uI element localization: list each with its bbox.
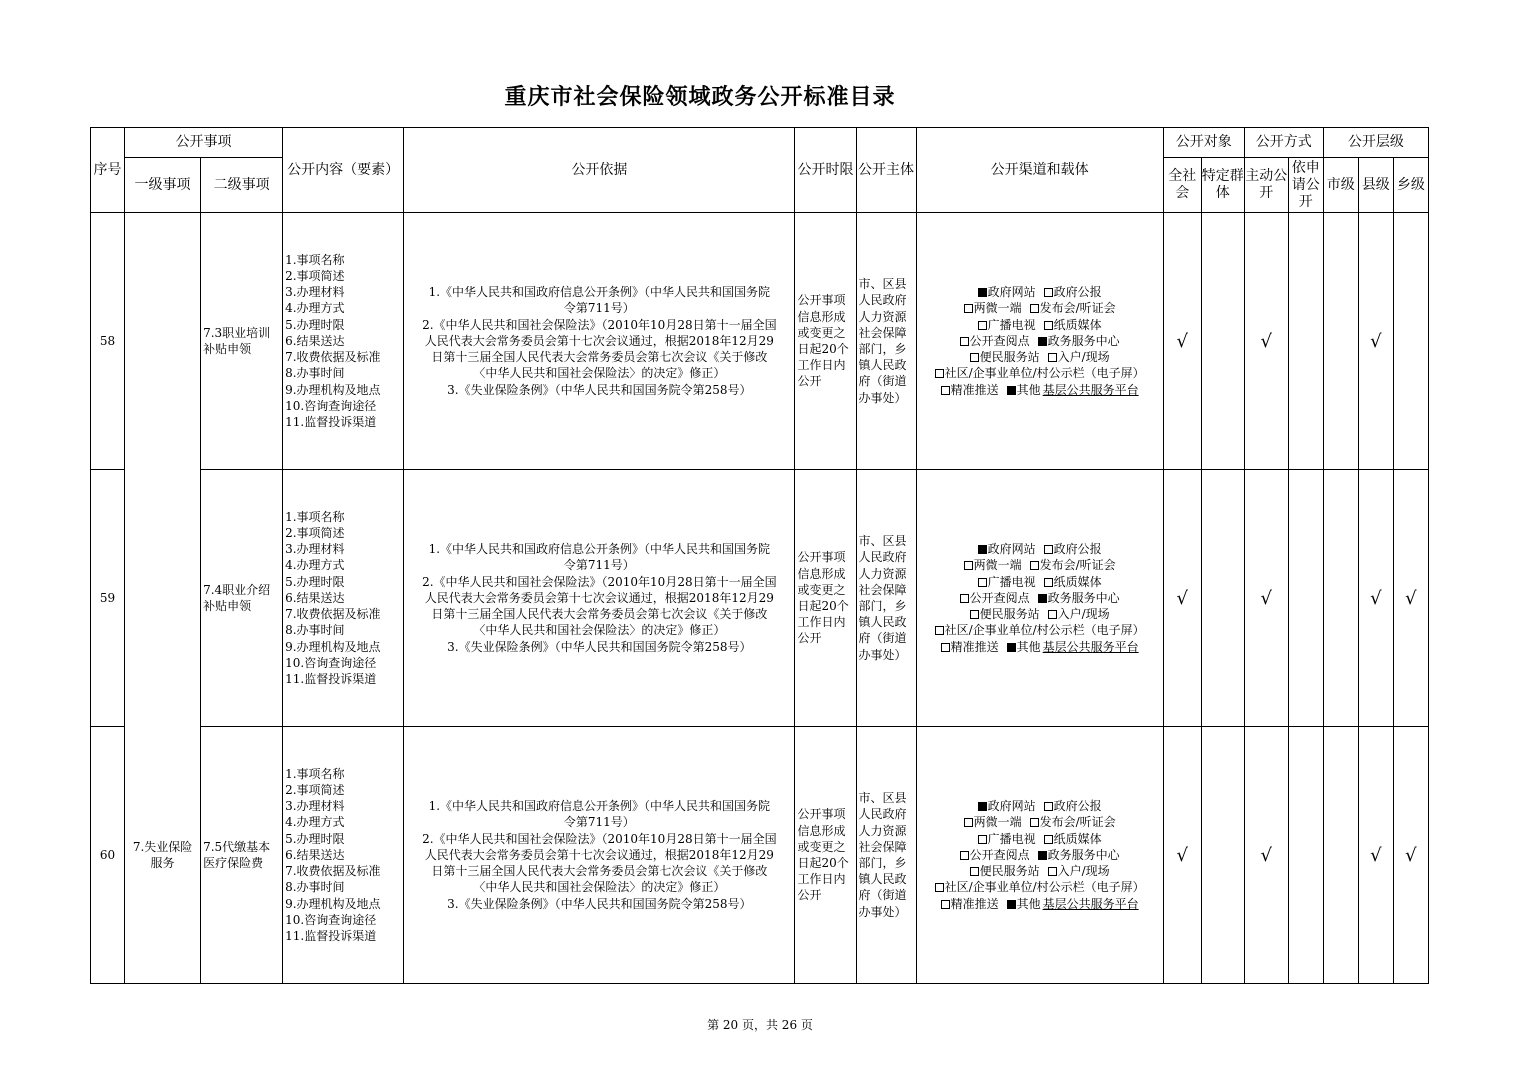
unchecked-box-icon xyxy=(960,851,969,860)
basis-line: 3.《失业保险条例》（中华人民共和国国务院令第258号） xyxy=(447,896,752,911)
unchecked-box-icon xyxy=(970,353,979,362)
basis-line: 〈中华人民共和国社会保险法〉的决定》修正） xyxy=(473,880,726,895)
content-item: 3.办理材料 xyxy=(285,285,345,300)
header-level-city: 市级 xyxy=(1323,158,1358,213)
channel-line xyxy=(917,284,1163,300)
channel-option xyxy=(1038,333,1120,349)
channel-line xyxy=(917,590,1163,606)
content-item: 8.办事时间 xyxy=(285,623,345,638)
channel-option-label: 发布会/听证会 xyxy=(1039,815,1116,830)
header-items: 公开事项 xyxy=(125,128,283,158)
channel-option xyxy=(1030,300,1116,316)
mark-city-cell xyxy=(1323,470,1358,727)
unchecked-box-icon xyxy=(978,835,987,844)
channel-line xyxy=(917,349,1163,365)
channel-option-label: 入户/现场 xyxy=(1057,864,1110,879)
category-l2-cell: 7.3职业培训补贴申领 xyxy=(201,213,283,470)
content-item: 10.咨询查询途径 xyxy=(285,655,377,670)
header-channel: 公开渠道和载体 xyxy=(916,128,1163,213)
basis-line: 日第十三届全国人民代表大会常务委员会第七次会议《关于修改 xyxy=(431,864,768,879)
channel-other-detail: 基层公共服务平台 xyxy=(1042,639,1139,654)
unchecked-box-icon xyxy=(960,337,969,346)
category-l2-cell: 7.4职业介绍补贴申领 xyxy=(201,470,283,727)
content-item: 1.事项名称 xyxy=(285,252,345,267)
header-level: 公开层级 xyxy=(1323,128,1428,158)
header-level2: 二级事项 xyxy=(201,158,283,213)
basis-line: 2.《中华人民共和国社会保险法》（2010年10月28日第十一届全国 xyxy=(422,831,777,846)
header-seq: 序号 xyxy=(91,128,125,213)
basis-line: 2.《中华人民共和国社会保险法》（2010年10月28日第十一届全国 xyxy=(422,574,777,589)
unchecked-box-icon xyxy=(1044,288,1053,297)
content-item: 7.收费依据及标准 xyxy=(285,350,381,365)
header-level-town: 乡级 xyxy=(1393,158,1428,213)
unchecked-box-icon xyxy=(964,561,973,570)
channel-option xyxy=(964,558,1022,572)
mark-all-cell: √ xyxy=(1163,727,1201,984)
channel-line xyxy=(917,317,1163,333)
channel-line xyxy=(917,574,1163,590)
content-item: 5.办理时限 xyxy=(285,831,345,846)
time-limit-cell: 公开事项信息形成或变更之日起20个工作日内公开 xyxy=(795,470,856,727)
channel-option xyxy=(1038,847,1120,863)
content-item: 9.办理机构及地点 xyxy=(285,639,381,654)
channel-line xyxy=(917,541,1163,557)
unchecked-box-icon xyxy=(935,626,944,635)
unchecked-box-icon xyxy=(935,369,944,378)
unchecked-box-icon xyxy=(1030,818,1039,827)
table-row xyxy=(91,213,1429,470)
channel-option xyxy=(978,318,1036,332)
basis-line: 3.《失业保险条例》（中华人民共和国国务院令第258号） xyxy=(447,382,752,397)
channel-option xyxy=(978,832,1036,846)
content-item: 11.监督投诉渠道 xyxy=(285,928,377,943)
channel-option xyxy=(970,607,1040,621)
content-item: 3.办理材料 xyxy=(285,799,345,814)
channel-option xyxy=(960,591,1030,605)
content-item: 6.结果送达 xyxy=(285,333,345,348)
channel-option-label: 政府公报 xyxy=(1053,285,1102,300)
header-level-county: 县级 xyxy=(1358,158,1393,213)
channel-option-label: 其他 xyxy=(1016,639,1041,654)
channel-option xyxy=(964,815,1022,829)
content-item: 2.事项简述 xyxy=(285,783,345,798)
seq-cell: 58 xyxy=(91,213,125,470)
subject-cell: 市、区县人民政府人力资源社会保障部门，乡镇人民政府（街道办事处） xyxy=(856,213,916,470)
checked-box-icon xyxy=(978,545,987,554)
unchecked-box-icon xyxy=(935,883,944,892)
unchecked-box-icon xyxy=(1044,321,1053,330)
channel-line xyxy=(917,879,1163,895)
time-limit-cell: 公开事项信息形成或变更之日起20个工作日内公开 xyxy=(795,213,856,470)
header-subject: 公开主体 xyxy=(856,128,916,213)
channel-option-label: 社区/企事业单位/村公示栏（电子屏） xyxy=(944,366,1145,381)
channel-other-detail: 基层公共服务平台 xyxy=(1042,896,1139,911)
content-cell xyxy=(283,470,404,727)
basis-line: 1.《中华人民共和国政府信息公开条例》（中华人民共和国国务院 xyxy=(428,542,771,557)
channel-cell xyxy=(916,213,1163,470)
channel-option xyxy=(1044,574,1102,590)
unchecked-box-icon xyxy=(1044,578,1053,587)
mark-active-cell: √ xyxy=(1244,470,1288,727)
unchecked-box-icon xyxy=(1048,353,1057,362)
header-target-special: 特定群体 xyxy=(1201,158,1244,213)
channel-line xyxy=(917,365,1163,381)
channel-option xyxy=(1030,814,1116,830)
channel-option-label: 公开查阅点 xyxy=(969,847,1030,862)
channel-option-label: 纸质媒体 xyxy=(1053,317,1102,332)
mark-county-cell: √ xyxy=(1358,727,1393,984)
unchecked-box-icon xyxy=(1044,802,1053,811)
channel-option-label: 纸质媒体 xyxy=(1053,831,1102,846)
mark-town-cell xyxy=(1393,213,1428,470)
channel-option xyxy=(1044,317,1102,333)
channel-option-label: 广播电视 xyxy=(987,317,1036,332)
channel-option xyxy=(1044,541,1102,557)
mark-county-cell: √ xyxy=(1358,470,1393,727)
channel-option-label: 纸质媒体 xyxy=(1053,574,1102,589)
unchecked-box-icon xyxy=(1030,304,1039,313)
subject-cell: 市、区县人民政府人力资源社会保障部门，乡镇人民政府（街道办事处） xyxy=(856,727,916,984)
channel-line xyxy=(917,333,1163,349)
content-item: 1.事项名称 xyxy=(285,509,345,524)
content-item: 11.监督投诉渠道 xyxy=(285,414,377,429)
channel-option-label: 政府公报 xyxy=(1053,542,1102,557)
content-item: 10.咨询查询途径 xyxy=(285,398,377,413)
unchecked-box-icon xyxy=(941,900,950,909)
basis-line: 1.《中华人民共和国政府信息公开条例》（中华人民共和国国务院 xyxy=(428,285,771,300)
basis-line: 人民代表大会常务委员会第十七次会议通过，根据2018年12月29 xyxy=(424,847,774,862)
content-item: 2.事项简述 xyxy=(285,526,345,541)
channel-option xyxy=(1007,382,1139,398)
header-content: 公开内容（要素） xyxy=(283,128,404,213)
unchecked-box-icon xyxy=(1044,545,1053,554)
channel-option-label: 两微一端 xyxy=(973,558,1022,573)
channel-option-label: 政务服务中心 xyxy=(1047,847,1120,862)
seq-cell: 59 xyxy=(91,470,125,727)
channel-option-label: 两微一端 xyxy=(973,815,1022,830)
unchecked-box-icon xyxy=(941,386,950,395)
channel-option-label: 其他 xyxy=(1016,382,1041,397)
channel-option xyxy=(1048,863,1110,879)
basis-line: 3.《失业保险条例》（中华人民共和国国务院令第258号） xyxy=(447,639,752,654)
unchecked-box-icon xyxy=(960,594,969,603)
content-item: 7.收费依据及标准 xyxy=(285,864,381,879)
seq-cell: 60 xyxy=(91,727,125,984)
channel-option xyxy=(941,897,999,911)
channel-option xyxy=(1030,557,1116,573)
mark-apply-cell xyxy=(1288,213,1323,470)
channel-option xyxy=(978,285,1036,299)
content-item: 8.办事时间 xyxy=(285,880,345,895)
unchecked-box-icon xyxy=(1030,561,1039,570)
channel-option-label: 精准推送 xyxy=(950,382,999,397)
unchecked-box-icon xyxy=(978,321,987,330)
page-footer: 第 20 页，共 26 页 xyxy=(707,1018,813,1032)
basis-line: 令第711号） xyxy=(563,558,635,573)
channel-option-label: 精准推送 xyxy=(950,639,999,654)
channel-option-label: 两微一端 xyxy=(973,301,1022,316)
channel-option xyxy=(935,366,1145,380)
table-row xyxy=(91,727,1429,984)
basis-line: 日第十三届全国人民代表大会常务委员会第七次会议《关于修改 xyxy=(431,607,768,622)
channel-option-label: 其他 xyxy=(1016,896,1041,911)
channel-option-label: 发布会/听证会 xyxy=(1039,558,1116,573)
unchecked-box-icon xyxy=(964,304,973,313)
channel-option-label: 发布会/听证会 xyxy=(1039,301,1116,316)
content-item: 1.事项名称 xyxy=(285,766,345,781)
channel-option xyxy=(964,301,1022,315)
header-method-active: 主动公开 xyxy=(1244,158,1288,213)
header-target: 公开对象 xyxy=(1163,128,1244,158)
channel-line xyxy=(917,814,1163,830)
unchecked-box-icon xyxy=(1048,610,1057,619)
channel-option-label: 政府网站 xyxy=(987,542,1036,557)
content-item: 6.结果送达 xyxy=(285,590,345,605)
document-title: 重庆市社会保险领域政务公开标准目录 xyxy=(504,84,896,110)
content-item: 5.办理时限 xyxy=(285,317,345,332)
content-item: 4.办理方式 xyxy=(285,815,345,830)
content-item: 4.办理方式 xyxy=(285,301,345,316)
content-item: 9.办理机构及地点 xyxy=(285,896,381,911)
basis-line: 〈中华人民共和国社会保险法〉的决定》修正） xyxy=(473,623,726,638)
channel-option xyxy=(970,350,1040,364)
channel-option xyxy=(1038,590,1120,606)
channel-option xyxy=(978,575,1036,589)
channel-option xyxy=(1048,606,1110,622)
mark-active-cell: √ xyxy=(1244,213,1288,470)
unchecked-box-icon xyxy=(970,867,979,876)
header-time-limit: 公开时限 xyxy=(795,128,856,213)
channel-option-label: 社区/企事业单位/村公示栏（电子屏） xyxy=(944,880,1145,895)
basis-line: 令第711号） xyxy=(563,301,635,316)
channel-option xyxy=(978,542,1036,556)
mark-town-cell: √ xyxy=(1393,727,1428,984)
header-target-all: 全社会 xyxy=(1163,158,1201,213)
channel-option-label: 便民服务站 xyxy=(979,350,1040,365)
channel-line xyxy=(917,300,1163,316)
channel-option-label: 政府网站 xyxy=(987,799,1036,814)
content-item: 6.结果送达 xyxy=(285,847,345,862)
channel-line xyxy=(917,557,1163,573)
channel-line xyxy=(917,382,1163,398)
basis-line: 日第十三届全国人民代表大会常务委员会第七次会议《关于修改 xyxy=(431,350,768,365)
channel-option xyxy=(960,848,1030,862)
checked-box-icon xyxy=(1007,900,1016,909)
channel-option-label: 广播电视 xyxy=(987,574,1036,589)
channel-option xyxy=(978,799,1036,813)
unchecked-box-icon xyxy=(970,610,979,619)
content-item: 8.办事时间 xyxy=(285,366,345,381)
mark-all-cell: √ xyxy=(1163,470,1201,727)
catalog-table xyxy=(90,127,1429,984)
basis-cell xyxy=(404,727,795,984)
channel-option xyxy=(935,880,1145,894)
mark-apply-cell xyxy=(1288,470,1323,727)
channel-option xyxy=(1044,831,1102,847)
category-l1-label: 7.失业保险服务 xyxy=(132,840,193,870)
channel-option xyxy=(935,623,1145,637)
basis-cell xyxy=(404,470,795,727)
channel-option-label: 政府公报 xyxy=(1053,799,1102,814)
channel-option xyxy=(1044,798,1102,814)
content-item: 10.咨询查询途径 xyxy=(285,912,377,927)
mark-special-cell xyxy=(1201,727,1244,984)
header-method: 公开方式 xyxy=(1244,128,1323,158)
channel-option-label: 广播电视 xyxy=(987,831,1036,846)
channel-line xyxy=(917,863,1163,879)
unchecked-box-icon xyxy=(941,643,950,652)
basis-line: 〈中华人民共和国社会保险法〉的决定》修正） xyxy=(473,366,726,381)
content-cell xyxy=(283,727,404,984)
unchecked-box-icon xyxy=(1048,867,1057,876)
channel-option xyxy=(941,640,999,654)
content-item: 9.办理机构及地点 xyxy=(285,382,381,397)
channel-option-label: 政府网站 xyxy=(987,285,1036,300)
channel-option xyxy=(970,864,1040,878)
channel-option xyxy=(1048,349,1110,365)
category-l1-cell xyxy=(125,213,201,984)
content-item: 2.事项简述 xyxy=(285,269,345,284)
checked-box-icon xyxy=(1007,643,1016,652)
mark-active-cell: √ xyxy=(1244,727,1288,984)
header-basis: 公开依据 xyxy=(404,128,795,213)
mark-county-cell: √ xyxy=(1358,213,1393,470)
catalog-body xyxy=(91,213,1429,984)
channel-option xyxy=(1044,284,1102,300)
channel-line xyxy=(917,798,1163,814)
content-item: 3.办理材料 xyxy=(285,542,345,557)
channel-option-label: 公开查阅点 xyxy=(969,333,1030,348)
basis-cell xyxy=(404,213,795,470)
channel-option-label: 便民服务站 xyxy=(979,864,1040,879)
basis-line: 人民代表大会常务委员会第十七次会议通过，根据2018年12月29 xyxy=(424,333,774,348)
time-limit-cell: 公开事项信息形成或变更之日起20个工作日内公开 xyxy=(795,727,856,984)
checked-box-icon xyxy=(1007,386,1016,395)
checked-box-icon xyxy=(1038,851,1047,860)
channel-option-label: 便民服务站 xyxy=(979,607,1040,622)
basis-line: 1.《中华人民共和国政府信息公开条例》（中华人民共和国国务院 xyxy=(428,799,771,814)
basis-line: 2.《中华人民共和国社会保险法》（2010年10月28日第十一届全国 xyxy=(422,317,777,332)
channel-option-label: 精准推送 xyxy=(950,896,999,911)
mark-city-cell xyxy=(1323,213,1358,470)
unchecked-box-icon xyxy=(964,818,973,827)
unchecked-box-icon xyxy=(978,578,987,587)
mark-apply-cell xyxy=(1288,727,1323,984)
channel-line xyxy=(917,606,1163,622)
channel-line xyxy=(917,639,1163,655)
mark-special-cell xyxy=(1201,470,1244,727)
channel-line xyxy=(917,847,1163,863)
category-l2-cell: 7.5代缴基本医疗保险费 xyxy=(201,727,283,984)
basis-line: 人民代表大会常务委员会第十七次会议通过，根据2018年12月29 xyxy=(424,590,774,605)
checked-box-icon xyxy=(1038,594,1047,603)
channel-option xyxy=(960,334,1030,348)
channel-line xyxy=(917,622,1163,638)
content-cell xyxy=(283,213,404,470)
channel-option-label: 社区/企事业单位/村公示栏（电子屏） xyxy=(944,623,1145,638)
channel-cell xyxy=(916,727,1163,984)
channel-option-label: 政务服务中心 xyxy=(1047,333,1120,348)
content-item: 5.办理时限 xyxy=(285,574,345,589)
mark-special-cell xyxy=(1201,213,1244,470)
checked-box-icon xyxy=(1038,337,1047,346)
channel-option xyxy=(1007,896,1139,912)
channel-other-detail: 基层公共服务平台 xyxy=(1042,382,1139,397)
subject-cell: 市、区县人民政府人力资源社会保障部门，乡镇人民政府（街道办事处） xyxy=(856,470,916,727)
mark-all-cell: √ xyxy=(1163,213,1201,470)
channel-line xyxy=(917,831,1163,847)
header-level1: 一级事项 xyxy=(125,158,201,213)
checked-box-icon xyxy=(978,288,987,297)
table-row xyxy=(91,470,1429,727)
header-method-apply: 依申请公开 xyxy=(1288,158,1323,213)
channel-option xyxy=(941,383,999,397)
mark-city-cell xyxy=(1323,727,1358,984)
channel-option-label: 入户/现场 xyxy=(1057,607,1110,622)
channel-option-label: 政务服务中心 xyxy=(1047,590,1120,605)
channel-line xyxy=(917,896,1163,912)
mark-town-cell: √ xyxy=(1393,470,1428,727)
content-item: 11.监督投诉渠道 xyxy=(285,671,377,686)
content-item: 4.办理方式 xyxy=(285,558,345,573)
channel-cell xyxy=(916,470,1163,727)
basis-line: 令第711号） xyxy=(563,815,635,830)
channel-option-label: 公开查阅点 xyxy=(969,590,1030,605)
unchecked-box-icon xyxy=(1044,835,1053,844)
channel-option xyxy=(1007,639,1139,655)
channel-option-label: 入户/现场 xyxy=(1057,350,1110,365)
checked-box-icon xyxy=(978,802,987,811)
content-item: 7.收费依据及标准 xyxy=(285,607,381,622)
